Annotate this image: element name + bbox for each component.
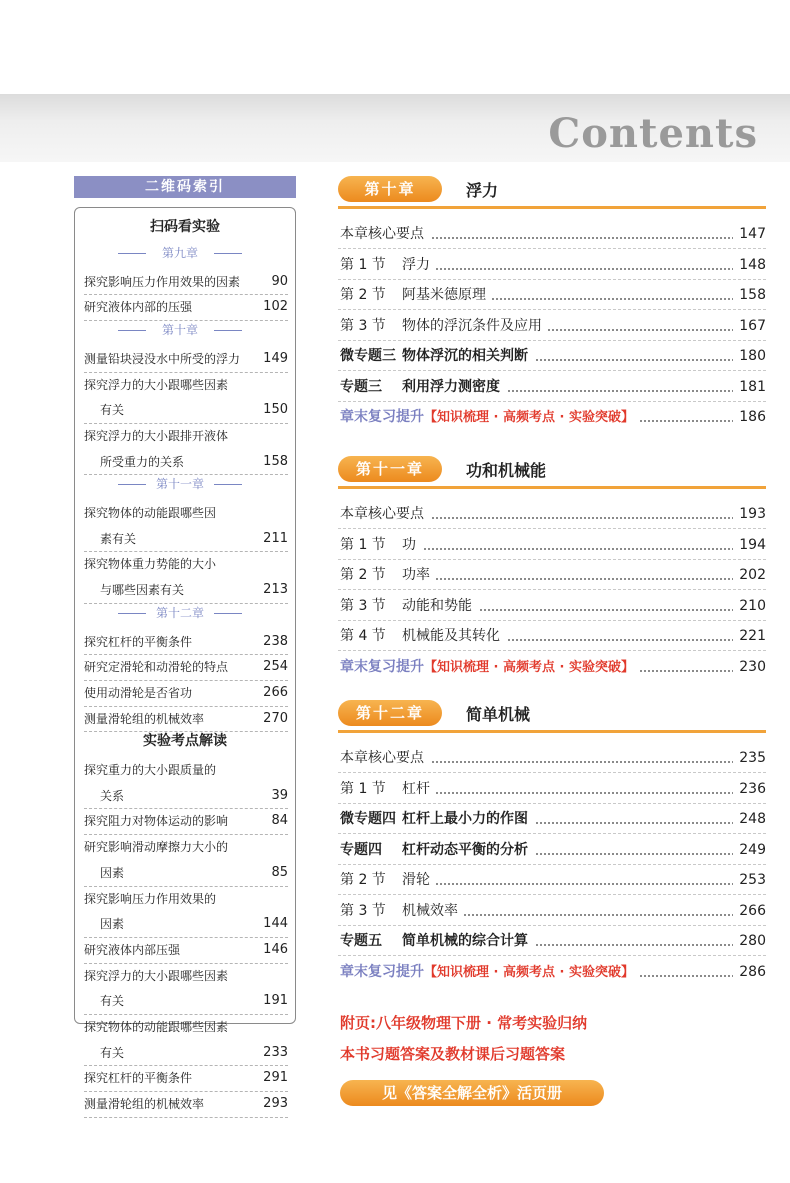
qr-experiment-item <box>84 400 288 420</box>
qr-experiment-item <box>84 503 288 523</box>
qr-analysis-item-text: 有关 <box>100 994 125 1009</box>
review-detail: 【知识梳理 · 高频考点 · 实验突破】 <box>424 964 634 980</box>
toc-entry <box>340 657 766 677</box>
qr-analysis-item <box>84 1094 288 1114</box>
qr-experiment-item-page: 213 <box>263 582 288 598</box>
entry-divider <box>338 803 766 804</box>
section-number: 微专题三 <box>340 348 396 364</box>
qr-experiment-item <box>84 632 288 652</box>
entry-divider <box>338 894 766 895</box>
qr-item-divider <box>84 372 288 373</box>
toc-entry-text <box>340 596 478 616</box>
qr-analysis-item <box>84 966 288 986</box>
section-title: 本章核心要点 <box>340 750 424 766</box>
page-number: 248 <box>733 809 766 829</box>
entry-divider <box>338 340 766 341</box>
toc-entry <box>340 809 766 829</box>
toc-entry-text <box>340 840 534 860</box>
entry-divider <box>338 864 766 865</box>
section-number: 微专题四 <box>340 811 396 827</box>
section-title: 滑轮 <box>402 872 430 888</box>
qr-item-divider <box>84 423 288 424</box>
section-title: 利用浮力测密度 <box>402 378 500 395</box>
qr-experiment-item-text: 探究物体重力势能的大小 <box>84 557 217 572</box>
qr-analysis-item-page: 233 <box>263 1044 288 1060</box>
toc-entry <box>340 626 766 646</box>
toc-entry-text <box>340 285 492 305</box>
qr-experiment-item-text: 探究杠杆的平衡条件 <box>84 634 193 649</box>
qr-experiment-item-text: 探究浮力的大小跟哪些因素 <box>84 377 229 392</box>
section-title: 功率 <box>402 567 430 583</box>
qr-item-divider <box>84 603 288 604</box>
qr-analysis-item-text: 研究影响滑动摩擦力大小的 <box>84 840 229 855</box>
qr-item-divider <box>84 1065 288 1066</box>
toc-entry-text <box>340 931 534 951</box>
page-number: 235 <box>733 748 766 768</box>
qr-experiment-item <box>84 554 288 574</box>
page-number: 147 <box>733 224 766 244</box>
entry-divider <box>338 528 766 529</box>
qr-analysis-item <box>84 1043 288 1063</box>
qr-experiment-item-text: 探究浮力的大小跟排开液体 <box>84 428 229 443</box>
entry-divider <box>338 589 766 590</box>
chapter-label-pill: 第十二章 <box>338 700 442 726</box>
toc-entry <box>340 255 766 275</box>
section-title: 杠杆上最小力的作图 <box>402 811 528 827</box>
qr-experiment-item-text: 使用动滑轮是否省功 <box>84 685 193 700</box>
page-number: 253 <box>733 870 766 890</box>
qr-experiment-item-text: 探究物体的动能跟哪些因 <box>84 506 217 520</box>
qr-experiment-item-page: 266 <box>263 684 288 700</box>
qr-index-header: 二维码索引 <box>74 176 296 198</box>
qr-analysis-item-text: 有关 <box>100 1045 125 1060</box>
toc-entry <box>340 901 766 921</box>
qr-item-divider <box>84 937 288 938</box>
section-number: 第 3 节 <box>340 597 386 614</box>
toc-entry-text <box>340 779 436 799</box>
toc-entry-text <box>340 255 436 275</box>
qr-experiment-item-page: 102 <box>263 299 288 315</box>
page-number: 148 <box>733 255 766 275</box>
review-label: 章末复习提升 <box>340 658 424 675</box>
page-number: 286 <box>733 962 766 982</box>
qr-analysis-item-text: 探究重力的大小跟质量的 <box>84 763 217 777</box>
qr-analysis-item-text: 探究物体的动能跟哪些因素 <box>84 1020 229 1034</box>
section-number: 第 2 节 <box>340 287 386 303</box>
chapter-underline <box>338 206 766 209</box>
toc-entry <box>340 596 766 616</box>
toc-entry-text <box>340 224 430 244</box>
appendix-line-1: 附页:八年级物理下册 · 常考实验归纳 <box>340 1014 588 1032</box>
chapter-name: 功和机械能 <box>466 461 547 480</box>
toc-entry <box>340 316 766 336</box>
qr-item-divider <box>84 294 288 295</box>
page-number: 266 <box>733 901 766 921</box>
entry-divider <box>338 833 766 834</box>
page-number: 181 <box>733 377 766 397</box>
toc-entry-text <box>340 316 548 336</box>
qr-item-divider <box>84 963 288 964</box>
page-number: 202 <box>733 565 766 585</box>
toc-entry-text <box>340 809 534 829</box>
qr-analysis-item-page: 84 <box>271 813 288 829</box>
qr-experiment-item-page: 270 <box>263 710 288 726</box>
qr-experiment-item-text: 有关 <box>100 403 125 418</box>
page-number: 230 <box>733 657 766 677</box>
qr-item-divider <box>84 808 288 809</box>
chapter-divider: 第十一章 <box>118 477 242 491</box>
section-number: 第 3 节 <box>340 902 386 919</box>
entry-divider <box>338 370 766 371</box>
page-number: 249 <box>733 840 766 860</box>
qr-analysis-item <box>84 786 288 806</box>
page-number: 194 <box>733 535 766 555</box>
qr-item-divider <box>84 706 288 707</box>
qr-analysis-item-page: 146 <box>263 941 288 957</box>
section-number: 第 3 节 <box>340 317 386 334</box>
section-title: 机械效率 <box>402 902 458 919</box>
entry-divider <box>338 650 766 651</box>
entry-divider <box>338 925 766 926</box>
toc-entry-text <box>340 535 422 555</box>
qr-experiment-item-text: 所受重力的关系 <box>100 454 185 469</box>
qr-experiment-item-text: 素有关 <box>100 531 137 546</box>
section-title: 物体的浮沉条件及应用 <box>402 317 542 334</box>
chapter-name: 简单机械 <box>466 705 531 724</box>
section-title: 杠杆动态平衡的分析 <box>402 841 528 858</box>
entry-divider <box>338 401 766 402</box>
qr-item-divider <box>84 474 288 475</box>
section-title: 功 <box>402 536 416 553</box>
qr-analysis-item-page: 293 <box>263 1096 288 1112</box>
section-title: 本章核心要点 <box>340 226 424 242</box>
toc-entry <box>340 377 766 397</box>
section-number: 第 1 节 <box>340 780 386 797</box>
qr-analysis-item-text: 因素 <box>100 917 125 932</box>
qr-analysis-item-text: 研究液体内部压强 <box>84 942 181 957</box>
chapter-underline <box>338 730 766 733</box>
qr-experiment-item <box>84 426 288 446</box>
page-number: 280 <box>733 931 766 951</box>
page-number: 180 <box>733 346 766 366</box>
review-detail: 【知识梳理 · 高频考点 · 实验突破】 <box>424 410 634 425</box>
section-number: 专题五 <box>340 933 382 949</box>
qr-analysis-item <box>84 1068 288 1088</box>
entry-divider <box>338 309 766 310</box>
toc-entry <box>340 779 766 799</box>
toc-entry <box>340 346 766 366</box>
qr-analysis-item <box>84 1017 288 1037</box>
qr-item-divider <box>84 654 288 655</box>
toc-entry-text <box>340 626 506 646</box>
qr-analysis-item <box>84 991 288 1011</box>
toc-entry-text <box>340 870 436 890</box>
qr-analysis-item-page: 291 <box>263 1070 288 1086</box>
qr-analysis-item-page: 191 <box>263 993 288 1009</box>
qr-analysis-item-text: 关系 <box>100 788 125 803</box>
section-title: 物体浮沉的相关判断 <box>402 348 528 364</box>
qr-analysis-item-text: 因素 <box>100 865 125 880</box>
qr-item-divider <box>84 320 288 321</box>
qr-experiment-item <box>84 452 288 472</box>
qr-analysis-item <box>84 837 288 857</box>
entry-divider <box>338 955 766 956</box>
qr-analysis-item-page: 85 <box>271 864 288 880</box>
qr-experiment-item-text: 研究定滑轮和动滑轮的特点 <box>84 660 229 675</box>
toc-entry <box>340 224 766 244</box>
chapter-label-pill: 第十章 <box>338 176 442 202</box>
toc-entry <box>340 748 766 768</box>
toc-entry-text <box>340 962 640 983</box>
qr-experiment-item-text: 测量铅块浸没水中所受的浮力 <box>84 351 241 366</box>
qr-item-divider <box>84 886 288 887</box>
toc-entry-text <box>340 407 640 428</box>
qr-analysis-item-text: 探究阻力对物体运动的影响 <box>84 814 229 829</box>
qr-analysis-item-page: 144 <box>263 916 288 932</box>
toc-entry <box>340 870 766 890</box>
page-number: 210 <box>733 596 766 616</box>
qr-experiment-item-page: 238 <box>263 633 288 649</box>
section-title: 浮力 <box>402 256 430 273</box>
section-title: 简单机械的综合计算 <box>402 933 528 949</box>
page-number: 186 <box>733 407 766 427</box>
section-number: 专题四 <box>340 841 382 858</box>
qr-analysis-item-page: 39 <box>271 787 288 803</box>
toc-entry-text <box>340 748 430 768</box>
qr-analysis-item <box>84 760 288 780</box>
appendix-line-2: 本书习题答案及教材课后习题答案 <box>340 1045 566 1063</box>
review-label: 章末复习提升 <box>340 409 424 425</box>
qr-item-divider <box>84 680 288 681</box>
chapter-divider: 第十章 <box>118 323 242 337</box>
qr-analysis-item-text: 探究影响压力作用效果的 <box>84 891 217 906</box>
qr-experiment-item <box>84 683 288 703</box>
toc-entry <box>340 407 766 427</box>
toc-entry-text <box>340 504 430 524</box>
chapter-divider: 第九章 <box>118 246 242 260</box>
chapter-divider: 第十二章 <box>118 606 242 620</box>
qr-item-divider <box>84 834 288 835</box>
entry-divider <box>338 559 766 560</box>
qr-experiment-item <box>84 349 288 369</box>
toc-entry-text <box>340 657 640 678</box>
qr-analysis-item-text: 测量滑轮组的机械效率 <box>84 1097 205 1112</box>
qr-analysis-item <box>84 940 288 960</box>
toc-entry <box>340 285 766 305</box>
analysis-title: 实验考点解读 <box>143 733 227 750</box>
page-number: 193 <box>733 504 766 524</box>
page-number: 158 <box>733 285 766 305</box>
qr-experiment-item-page: 90 <box>271 273 288 289</box>
page-number: 236 <box>733 779 766 799</box>
section-number: 第 2 节 <box>340 872 386 888</box>
chapter-name: 浮力 <box>466 181 499 200</box>
qr-experiment-item <box>84 657 288 677</box>
qr-experiment-item-page: 150 <box>263 402 288 418</box>
page-number: 167 <box>733 316 766 336</box>
qr-experiment-item-page: 149 <box>263 350 288 366</box>
qr-experiment-item <box>84 297 288 317</box>
entry-divider <box>338 772 766 773</box>
toc-entry <box>340 535 766 555</box>
section-number: 第 1 节 <box>340 256 386 273</box>
toc-entry-text <box>340 901 464 921</box>
qr-experiment-item-page: 158 <box>263 453 288 469</box>
qr-experiment-item <box>84 709 288 729</box>
qr-experiment-item <box>84 580 288 600</box>
review-detail: 【知识梳理 · 高频考点 · 实验突破】 <box>424 659 634 675</box>
qr-experiment-item-page: 211 <box>263 530 288 546</box>
qr-analysis-item <box>84 811 288 831</box>
section-title: 阿基米德原理 <box>402 287 486 303</box>
entry-divider <box>338 248 766 249</box>
qr-item-divider <box>84 1091 288 1092</box>
qr-analysis-item <box>84 863 288 883</box>
section-number: 第 1 节 <box>340 536 386 553</box>
contents-title: Contents <box>548 110 758 157</box>
experiments-title: 扫码看实验 <box>150 219 220 235</box>
section-title: 动能和势能 <box>402 597 472 614</box>
qr-experiment-item <box>84 529 288 549</box>
qr-analysis-item <box>84 914 288 934</box>
qr-analysis-item-text: 探究杠杆的平衡条件 <box>84 1071 193 1086</box>
page-number: 221 <box>733 626 766 646</box>
qr-experiment-item <box>84 375 288 395</box>
toc-entry <box>340 840 766 860</box>
qr-experiment-item-text: 测量滑轮组的机械效率 <box>84 711 205 726</box>
section-title: 杠杆 <box>402 780 430 797</box>
entry-divider <box>338 279 766 280</box>
chapter-label-pill: 第十一章 <box>338 456 442 482</box>
entry-divider <box>338 620 766 621</box>
qr-item-divider <box>84 1117 288 1118</box>
section-number: 专题三 <box>340 378 382 395</box>
section-number: 第 4 节 <box>340 628 386 644</box>
qr-analysis-item-text: 探究浮力的大小跟哪些因素 <box>84 968 229 983</box>
toc-entry <box>340 504 766 524</box>
chapter-underline <box>338 486 766 489</box>
toc-entry-text <box>340 377 506 397</box>
qr-experiment-item-page: 254 <box>263 659 288 675</box>
qr-experiment-item-text: 探究影响压力作用效果的因素 <box>84 274 241 289</box>
toc-entry-text <box>340 346 534 366</box>
section-title: 本章核心要点 <box>340 506 424 522</box>
toc-entry <box>340 962 766 982</box>
section-title: 机械能及其转化 <box>402 628 500 644</box>
qr-experiment-item-text: 与哪些因素有关 <box>100 583 185 598</box>
qr-item-divider <box>84 1014 288 1015</box>
see-answer-book-pill: 见《答案全解全析》活页册 <box>340 1080 604 1106</box>
qr-analysis-item <box>84 889 288 909</box>
toc-entry-text <box>340 565 436 585</box>
toc-entry <box>340 931 766 951</box>
qr-experiment-item <box>84 272 288 292</box>
qr-item-divider <box>84 551 288 552</box>
qr-experiment-item-text: 研究液体内部的压强 <box>84 300 193 315</box>
review-label: 章末复习提升 <box>340 963 424 980</box>
section-number: 第 2 节 <box>340 567 386 583</box>
toc-entry <box>340 565 766 585</box>
